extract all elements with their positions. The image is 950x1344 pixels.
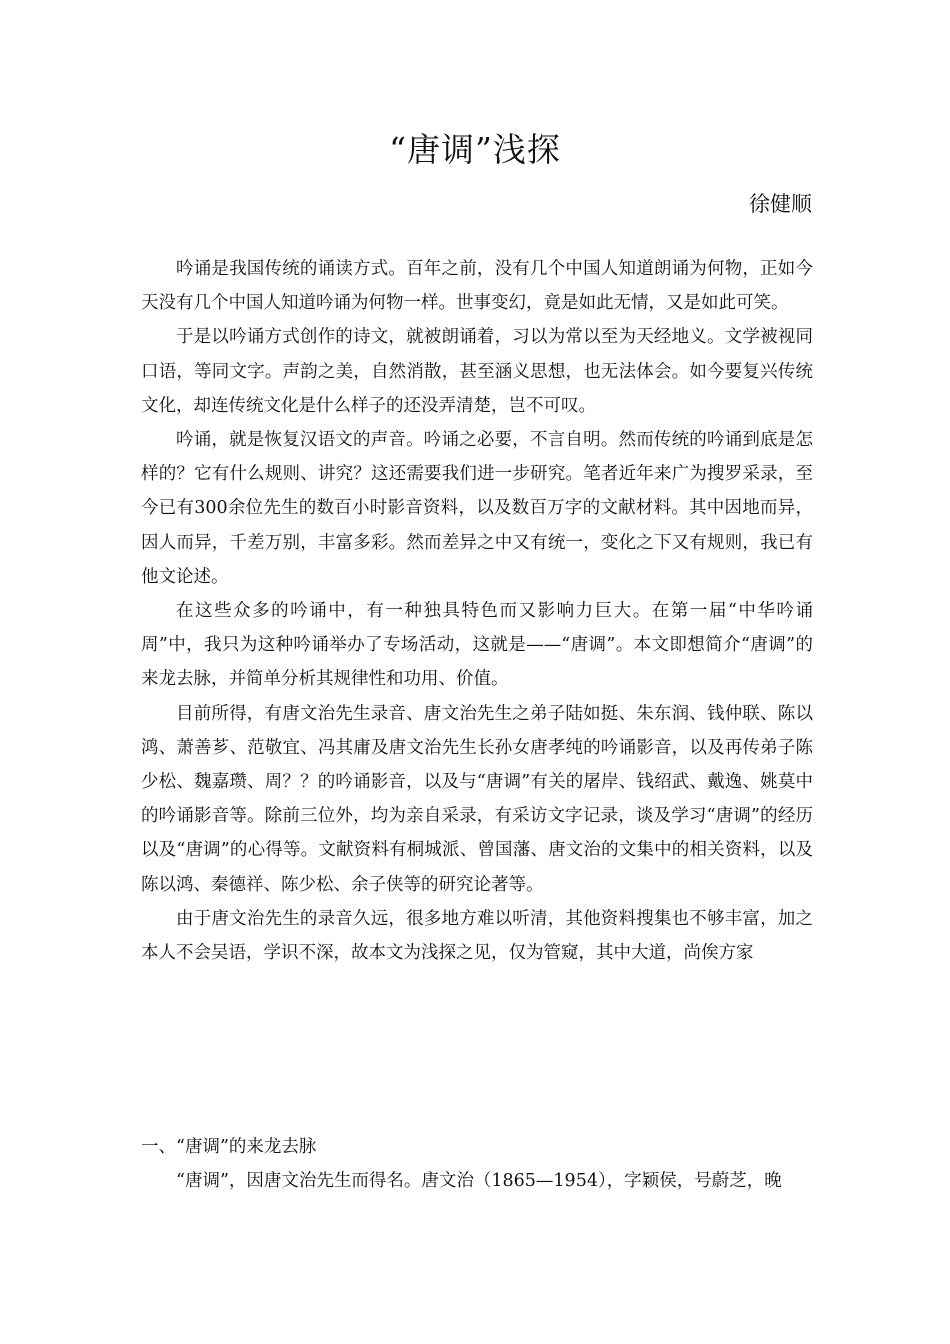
paragraph: 目前所得，有唐文治先生录音、唐文治先生之弟子陆如挺、朱东润、钱仲联、陈以鸿、萧善芗、范敬宜、冯其庸及唐文治先生长孙女唐孝纯的吟诵影音，以及再传弟子陈少松、魏嘉瓒、周？？的吟诵影音，以及与“唐调”有关的屠岸、钱绍武、戴逸、姚莫中的吟诵影音等。除前三位外，均为亲自采录，有采访文字记录，谈及学习“唐调”的经历以及“唐调”的心得等。文献资料有桐城派、曾国藩、唐文治的文集中的相关资料，以及陈以鸿、秦德祥、陈少松、余子侠等的研究论著等。: [141, 703, 813, 895]
intro-body: [141, 252, 813, 970]
paragraph: 在这些众多的吟诵中，有一种独具特色而又影响力巨大。在第一届“中华吟诵周”中，我只为这种吟诵举办了专场活动，这就是——“唐调”。本文即想简介“唐调”的来龙去脉，并简单分析其规律性和功用、价值。: [141, 601, 813, 690]
paragraph: 吟诵，就是恢复汉语文的声音。吟诵之必要，不言自明。然而传统的吟诵到底是怎样的？它有什么规则、讲究？这还需要我们进一步研究。笔者近年来广为搜罗采录，至今已有300余位先生的数百小时影音资料，以及数百万字的文献材料。其中因地而异，因人而异，千差万别，丰富多彩。然而差异之中又有统一，变化之下又有规则，我已有他文论述。: [141, 430, 813, 587]
section-body: [141, 1164, 813, 1198]
paragraph: 由于唐文治先生的录音久远，很多地方难以听清，其他资料搜集也不够丰富，加之本人不会吴语，学识不深，故本文为浅探之见，仅为管窥，其中大道，尚俟方家: [141, 908, 813, 964]
document-title: “唐调”浅探: [389, 130, 561, 169]
author-name: 徐健顺: [749, 192, 812, 216]
paragraph: “唐调”，因唐文治先生而得名。唐文治（1865—1954），字颖侯，号蔚芝，晚: [176, 1171, 782, 1191]
paragraph: 吟诵是我国传统的诵读方式。百年之前，没有几个中国人知道朗诵为何物，正如今天没有几个中国人知道吟诵为何物一样。世事变幻，竟是如此无情，又是如此可笑。: [141, 259, 813, 314]
section-heading: 一、“唐调”的来龙去脉: [141, 1137, 317, 1157]
paragraph: 于是以吟诵方式创作的诗文，就被朗诵着，习以为常以至为天经地义。文学被视同口语，等同文字。声韵之美，自然消散，甚至涵义思想，也无法体会。如今要复兴传统文化，却连传统文化是什么样子的还没弄清楚，岂不可叹。: [141, 327, 813, 416]
